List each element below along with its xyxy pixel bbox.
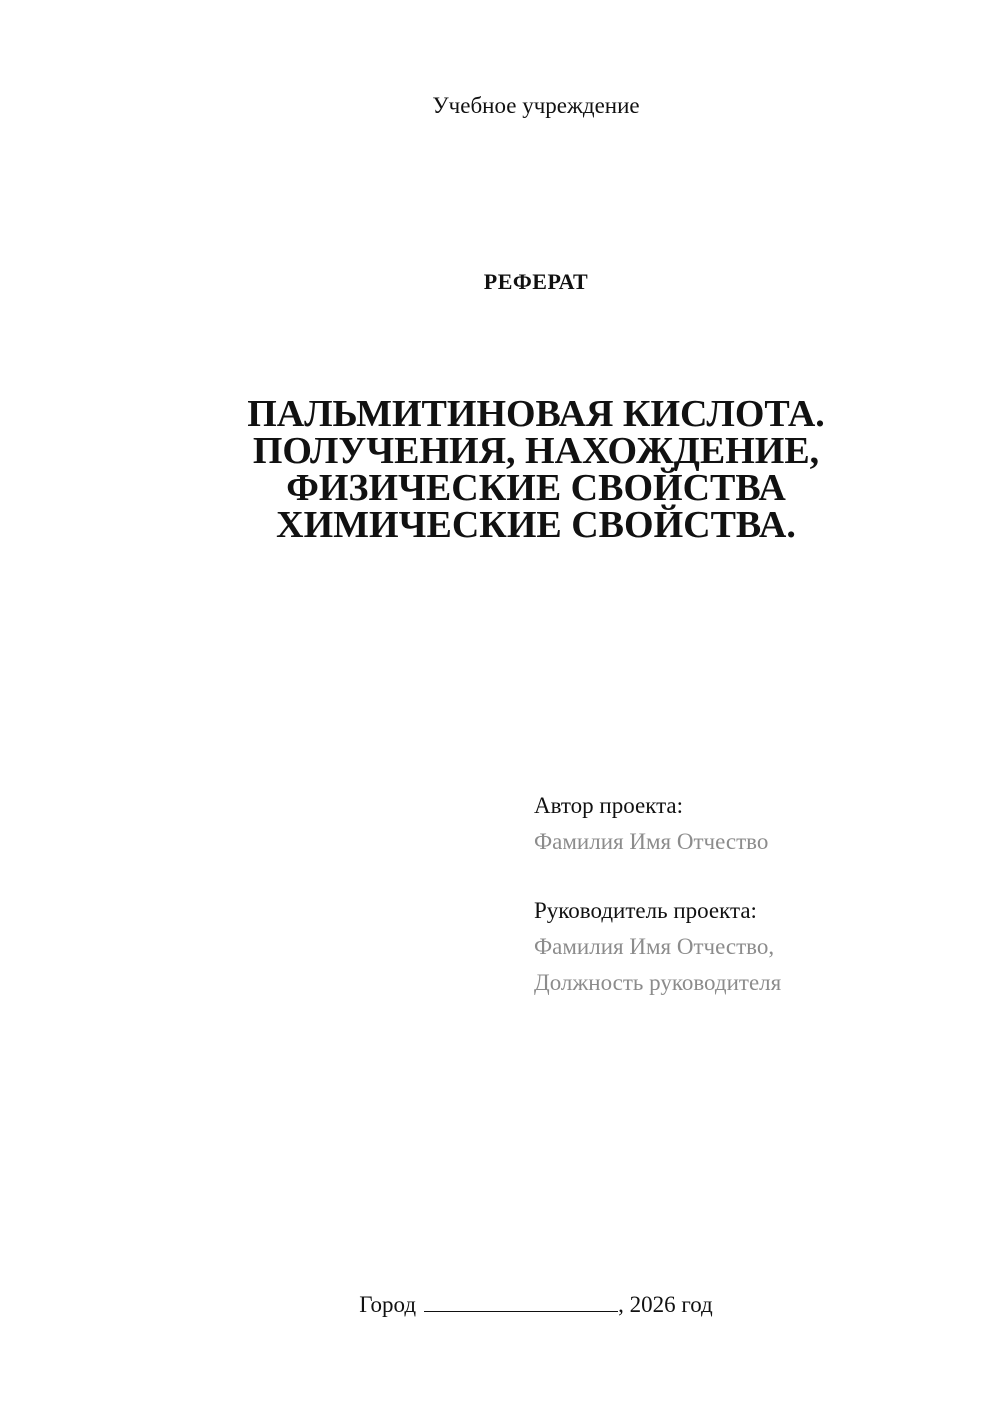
author-label: Автор проекта: <box>534 793 683 818</box>
title-line: ХИМИЧЕСКИЕ СВОЙСТВА. <box>276 504 796 546</box>
title-line: ПОЛУЧЕНИЯ, НАХОЖДЕНИЕ, <box>252 430 820 472</box>
author-name: Фамилия Имя Отчество <box>534 829 769 854</box>
authors-block <box>534 788 974 1001</box>
year-text: , 2026 год <box>618 1292 713 1317</box>
institution-name: Учебное учреждение <box>432 93 640 118</box>
supervisor-position: Должность руководителя <box>534 970 782 995</box>
document-type: РЕФЕРАТ <box>483 269 589 294</box>
title-line: ФИЗИЧЕСКИЕ СВОЙСТВА <box>286 467 786 509</box>
title-line: ПАЛЬМИТИНОВАЯ КИСЛОТА. <box>247 393 825 435</box>
supervisor-label: Руководитель проекта: <box>534 898 757 923</box>
city-blank-line <box>424 1291 618 1312</box>
spacer <box>534 860 974 893</box>
city-label: Город <box>359 1292 417 1317</box>
city-year-line <box>0 1290 1000 1320</box>
supervisor-name: Фамилия Имя Отчество, <box>534 934 775 959</box>
document-title <box>0 393 1000 546</box>
